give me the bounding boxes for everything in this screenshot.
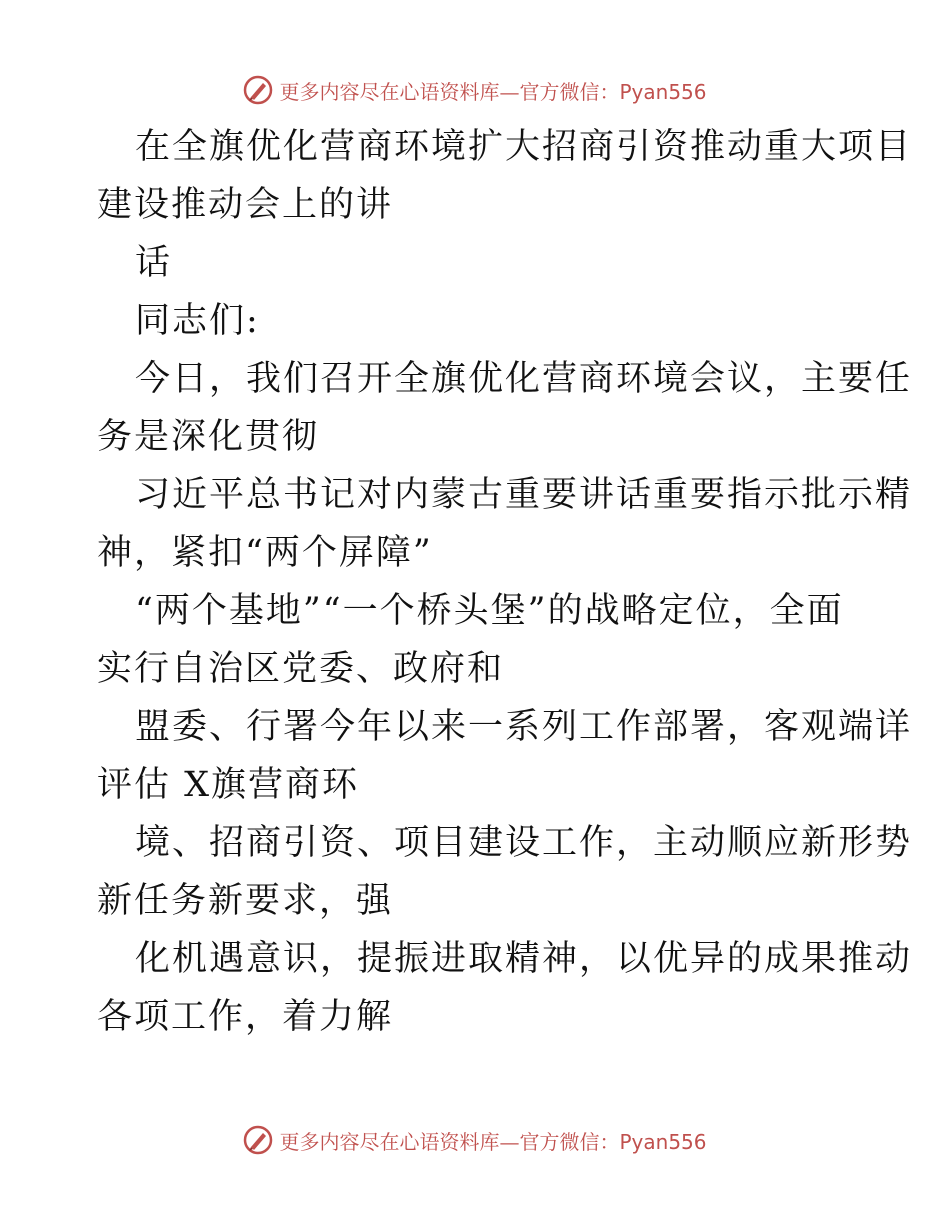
text-line: 建设推动会上的讲	[97, 185, 394, 225]
watermark-text: 更多内容尽在心语资料库—官方微信：Pyan556	[279, 79, 707, 104]
text-line: 评估 X旗营商环	[97, 765, 360, 805]
text-line: 今日，我们召开全旗优化营商环境会议，主要任	[135, 359, 913, 399]
text-line: 实行自治区党委、政府和	[97, 649, 505, 689]
header-watermark	[0, 70, 950, 110]
wechat-id: Pyan556	[619, 1129, 707, 1154]
wechat-id: Pyan556	[619, 79, 707, 104]
text-line: 神，紧扣“两个屏障”	[97, 533, 433, 573]
text-line: 新任务新要求，强	[97, 881, 394, 921]
footer-watermark	[0, 1120, 950, 1160]
text-line: 话	[135, 243, 173, 283]
text-line: 境、招商引资、项目建设工作，主动顺应新形势	[135, 823, 913, 863]
watermark-text: 更多内容尽在心语资料库—官方微信：Pyan556	[279, 1129, 707, 1154]
text-line: 同志们:	[135, 301, 260, 341]
text-line: 各项工作，着力解	[97, 997, 394, 1037]
document-body	[97, 118, 913, 1046]
text-line: 习近平总书记对内蒙古重要讲话重要指示批示精	[135, 475, 913, 515]
text-line: 务是深化贯彻	[97, 417, 320, 457]
text-line: 盟委、行署今年以来一系列工作部署，客观端详	[135, 707, 913, 747]
text-line: 化机遇意识，提振进取精神，以优异的成果推动	[135, 939, 913, 979]
pen-logo-icon	[243, 75, 273, 105]
text-line: “两个基地”“一个桥头堡”的战略定位，全面	[135, 591, 844, 631]
text-line: 在全旗优化营商环境扩大招商引资推动重大项目	[135, 127, 913, 167]
pen-logo-icon	[243, 1125, 273, 1155]
